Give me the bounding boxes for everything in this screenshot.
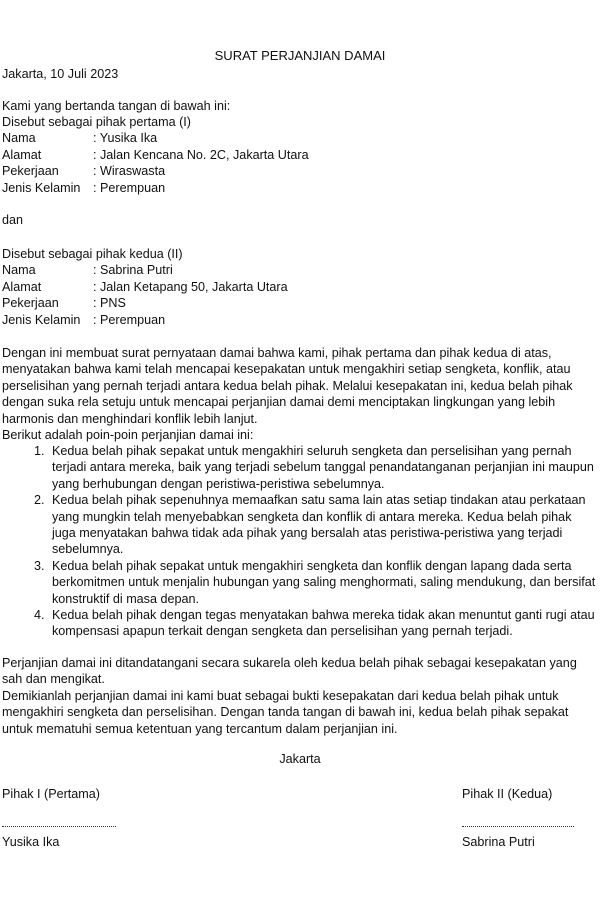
party-two-signature-name: Sabrina Putri	[462, 835, 535, 849]
field-label: Jenis Kelamin	[2, 180, 81, 195]
party-two-section	[2, 246, 598, 328]
field-label: Nama	[2, 131, 36, 146]
field-label: Nama	[2, 263, 36, 278]
party-two-field	[2, 262, 598, 278]
party-one-section	[2, 114, 598, 196]
connector-text: dan	[2, 213, 24, 227]
list-item: 3. Kedua belah pihak sepakat untuk mengakhiri sengketa dan konflik dengan lapang dada serta berkomitmen untuk menjalin hubungan yang saling menghormati, saling mendukung, dan bersifat konstruktif di masa depan.	[48, 558, 596, 607]
party-two-field	[2, 295, 598, 311]
field-value: : PNS	[93, 296, 126, 311]
field-value: : Sabrina Putri	[93, 263, 173, 278]
party-two-field	[2, 279, 598, 295]
party-one-field	[2, 180, 598, 196]
field-value: : Perempuan	[93, 180, 166, 195]
party-two-signature-label: Pihak II (Kedua)	[462, 787, 553, 801]
list-item: 4. Kedua belah pihak dengan tegas menyatakan bahwa mereka tidak akan menuntut ganti rugi atau kompensasi apapun terkait dengan sengketa dan perselisihan yang pernah terjadi.	[48, 607, 596, 640]
voluntary-paragraph: Perjanjian damai ini ditandatangani secara sukarela oleh kedua belah pihak sebagai kesepakatan yang sah dan mengikat.	[2, 656, 577, 687]
points-intro: Berikut adalah poin-poin perjanjian damai ini:	[2, 428, 254, 442]
field-label: Alamat	[2, 147, 42, 162]
statement-paragraph: Dengan ini membuat surat pernyataan damai bahwa kami, pihak pertama dan pihak kedua di atas, menyatakan bahwa kami telah mencapai kesepakatan untuk mengakhiri setiap sengketa, konflik, atau perselisihan yang pernah terjadi antara kedua belah pihak. Melalui kesepakatan ini, kedua belah pihak dengan suka rela setuju untuk mencapai perjanjian damai demi menciptakan lingkungan yang lebih harmonis dan menghindari konflik lebih lanjut.	[2, 346, 573, 426]
party-two-heading: Disebut sebagai pihak kedua (II)	[2, 247, 183, 261]
party-one-field	[2, 163, 598, 179]
closing-paragraph: Demikianlah perjanjian damai ini kami buat sebagai bukti kesepakatan dari kedua belah pihak untuk mengakhiri sengketa dan perselisihan. Dengan tanda tangan di bawah ini, kedua belah pihak sepakat untuk mematuhi semua ketentuan yang tercantum dalam perjanjian ini.	[2, 689, 569, 736]
field-value: : Wiraswasta	[93, 164, 166, 179]
document-title: SURAT PERJANJIAN DAMAI	[214, 48, 386, 63]
party-one-signature-line	[2, 826, 116, 827]
field-value: : Jalan Ketapang 50, Jakarta Utara	[93, 279, 288, 294]
field-value: : Yusika Ika	[93, 131, 158, 146]
party-one-signature-name: Yusika Ika	[2, 835, 60, 849]
signature-city: Jakarta	[279, 752, 321, 766]
list-item: 1. Kedua belah pihak sepakat untuk mengakhiri seluruh sengketa dan perselisihan yang pernah terjadi antara mereka, baik yang terjadi sebelum tanggal penandatanganan perjanjian ini maupun yang berhubungan dengan peristiwa-peristiwa sebelumnya.	[48, 443, 596, 492]
party-one-field	[2, 147, 598, 163]
field-value: : Jalan Kencana No. 2C, Jakarta Utara	[93, 147, 309, 162]
field-label: Jenis Kelamin	[2, 312, 81, 327]
party-one-heading: Disebut sebagai pihak pertama (I)	[2, 115, 192, 129]
agreement-points-list	[2, 443, 596, 640]
list-item: 2. Kedua belah pihak sepenuhnya memaafkan satu sama lain atas setiap tindakan atau perkataan yang mungkin telah menyebabkan sengketa dan konflik di antara mereka. Kedua belah pihak juga menyatakan bahwa tidak ada pihak yang bersalah atas peristiwa-peristiwa yang terjadi sebelumnya.	[48, 492, 596, 558]
party-two-signature-line	[462, 826, 574, 827]
party-two-field	[2, 312, 598, 328]
field-value: : Perempuan	[93, 312, 166, 327]
field-label: Pekerjaan	[2, 164, 59, 179]
party-one-signature-label: Pihak I (Pertama)	[2, 787, 100, 801]
field-label: Alamat	[2, 279, 42, 294]
place-date: Jakarta, 10 Juli 2023	[2, 67, 119, 81]
field-label: Pekerjaan	[2, 296, 59, 311]
intro-text: Kami yang bertanda tangan di bawah ini:	[2, 99, 231, 113]
party-one-field	[2, 130, 598, 146]
